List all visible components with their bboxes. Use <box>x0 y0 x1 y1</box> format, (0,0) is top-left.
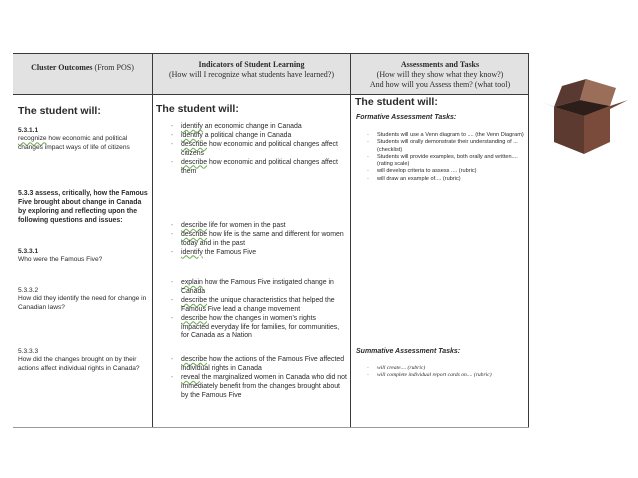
indicator-verb: identify <box>181 248 203 256</box>
header-title: Assessments and Tasks <box>400 60 480 69</box>
indicator-item <box>155 356 347 374</box>
table-rule-col1 <box>152 53 153 428</box>
question-5-3-3-2 <box>18 287 148 312</box>
table-rule-right <box>528 53 529 428</box>
indicator-text: a political change in Canada <box>202 131 292 139</box>
column-heading: The student will: <box>355 96 438 108</box>
table-rule-top <box>13 53 529 54</box>
header-cell-cluster-outcomes <box>13 53 152 94</box>
indicator-text: how the changes in women's rights impacted everyday life for families, for communities, for Canada as a Nation <box>181 314 340 340</box>
indicator-text: how the Famous Five instigated change in Canada <box>181 279 334 295</box>
header-subtitle-2: And how will you Assess them? (what tool) <box>369 80 511 89</box>
indicator-item <box>155 249 347 258</box>
header-subtitle: (How will I recognize what students have learned?) <box>168 70 335 79</box>
indicator-verb: describe <box>181 296 208 304</box>
indicator-verb: identify <box>181 131 203 139</box>
table-rule-col2 <box>350 53 351 428</box>
indicator-text: how economic and political changes affect citizens <box>181 140 338 157</box>
lesson-plan-table <box>13 53 529 428</box>
outcome-number: 5.3.1.1 <box>18 127 39 134</box>
formative-task: - will draw an example of.... (rubric) <box>353 176 525 183</box>
question-number: 5.3.3.3 <box>18 348 39 355</box>
indicator-verb: describe <box>181 356 208 363</box>
header-subtitle: (How will they show what they know?) <box>376 70 504 79</box>
indicator-item <box>155 141 347 159</box>
indicator-verb: reveal <box>181 373 200 381</box>
indicator-group-1 <box>155 123 347 176</box>
header-title: Indicators of Student Learning <box>198 60 305 69</box>
indicator-item <box>155 132 347 141</box>
indicator-item <box>155 159 347 177</box>
indicator-item <box>155 222 347 231</box>
indicator-verb: describe <box>181 140 208 148</box>
indicator-item <box>155 315 345 342</box>
table-rule-bottom <box>13 427 529 428</box>
indicator-group-3 <box>155 279 345 341</box>
indicator-verb: describe <box>181 314 208 322</box>
question-number: 5.3.3.1 <box>18 248 39 255</box>
indicator-item <box>155 297 345 315</box>
indicator-verb: describe <box>181 158 208 166</box>
indicator-text: the unique characteristics that helped the Famous Five lead a change movement <box>181 296 335 313</box>
indicator-group-4 <box>155 356 347 401</box>
question-5-3-3-3 <box>18 348 148 373</box>
header-title: Cluster Outcomes <box>31 63 93 72</box>
formative-task: - will develop criteria to assess .... (rubric) <box>353 168 525 175</box>
outcome-text <box>18 135 148 152</box>
indicator-verb: explain <box>181 279 203 286</box>
indicator-text: the Famous Five <box>202 248 257 256</box>
formative-task: - Students will orally demonstrate their understanding of ... (checklist) <box>353 139 525 154</box>
column-heading: The student will: <box>156 103 239 115</box>
outcome-rest: how economic and political changes impact ways of life of citizens <box>18 135 130 151</box>
outcome-5-3-3: 5.3.3 assess, critically, how the Famous Five brought about change in Canada by exploring and reflecting upon the following questions and issues: <box>18 190 148 224</box>
question-text: Who were the Famous Five? <box>18 256 103 264</box>
question-text: How did the changes brought on by their actions affect individual rights in Canada? <box>18 356 140 372</box>
header-subtitle: (From POS) <box>92 63 134 72</box>
indicator-verb: describe <box>181 222 208 229</box>
summative-task-list <box>353 365 527 380</box>
outcome-verb: recognize <box>18 135 47 143</box>
indicator-verb: identify <box>181 123 203 130</box>
question-text: How did they identify the need for change in Canadian laws? <box>18 295 147 311</box>
formative-task: - Students will use a Venn diagram to .... (the Venn Diagram) <box>353 132 525 139</box>
indicator-text: how the actions of the Famous Five affected individual rights in Canada <box>181 356 345 372</box>
table-rule-header <box>13 94 529 95</box>
indicator-text: life for women in the past <box>207 222 286 229</box>
formative-task: - Students will provide examples, both orally and written.... (rating scale) <box>353 154 525 169</box>
indicator-item <box>155 231 347 249</box>
summative-title: Summative Assessment Tasks: <box>356 348 461 355</box>
formative-task-list <box>353 132 525 183</box>
question-number: 5.3.3.2 <box>18 287 39 294</box>
indicator-text: the marginalized women in Canada who did not immediately benefit from the changes brought about by the Famous Five <box>181 373 347 399</box>
indicator-item <box>155 123 347 132</box>
indicator-item <box>155 374 347 401</box>
indicator-item <box>155 279 345 297</box>
indicator-text: how economic and political changes affect them <box>181 158 338 175</box>
formative-title: Formative Assessment Tasks: <box>356 114 457 121</box>
column-heading: The student will: <box>18 105 101 117</box>
indicator-verb: describe <box>181 230 208 238</box>
outcome-5-3-1-1 <box>18 127 148 152</box>
summative-task: - will create.... (rubric) <box>353 365 527 372</box>
indicator-text: an economic change in Canada <box>202 123 302 130</box>
open-box-icon <box>540 76 632 156</box>
indicator-text: how life is the same and different for women today and in the past <box>181 230 344 247</box>
header-cell-assessments <box>351 53 529 94</box>
question-5-3-3-1 <box>18 248 148 265</box>
indicator-group-2 <box>155 222 347 258</box>
summative-task: - will complete individual report cards on.... (rubric) <box>353 372 527 379</box>
header-cell-indicators <box>153 53 350 94</box>
